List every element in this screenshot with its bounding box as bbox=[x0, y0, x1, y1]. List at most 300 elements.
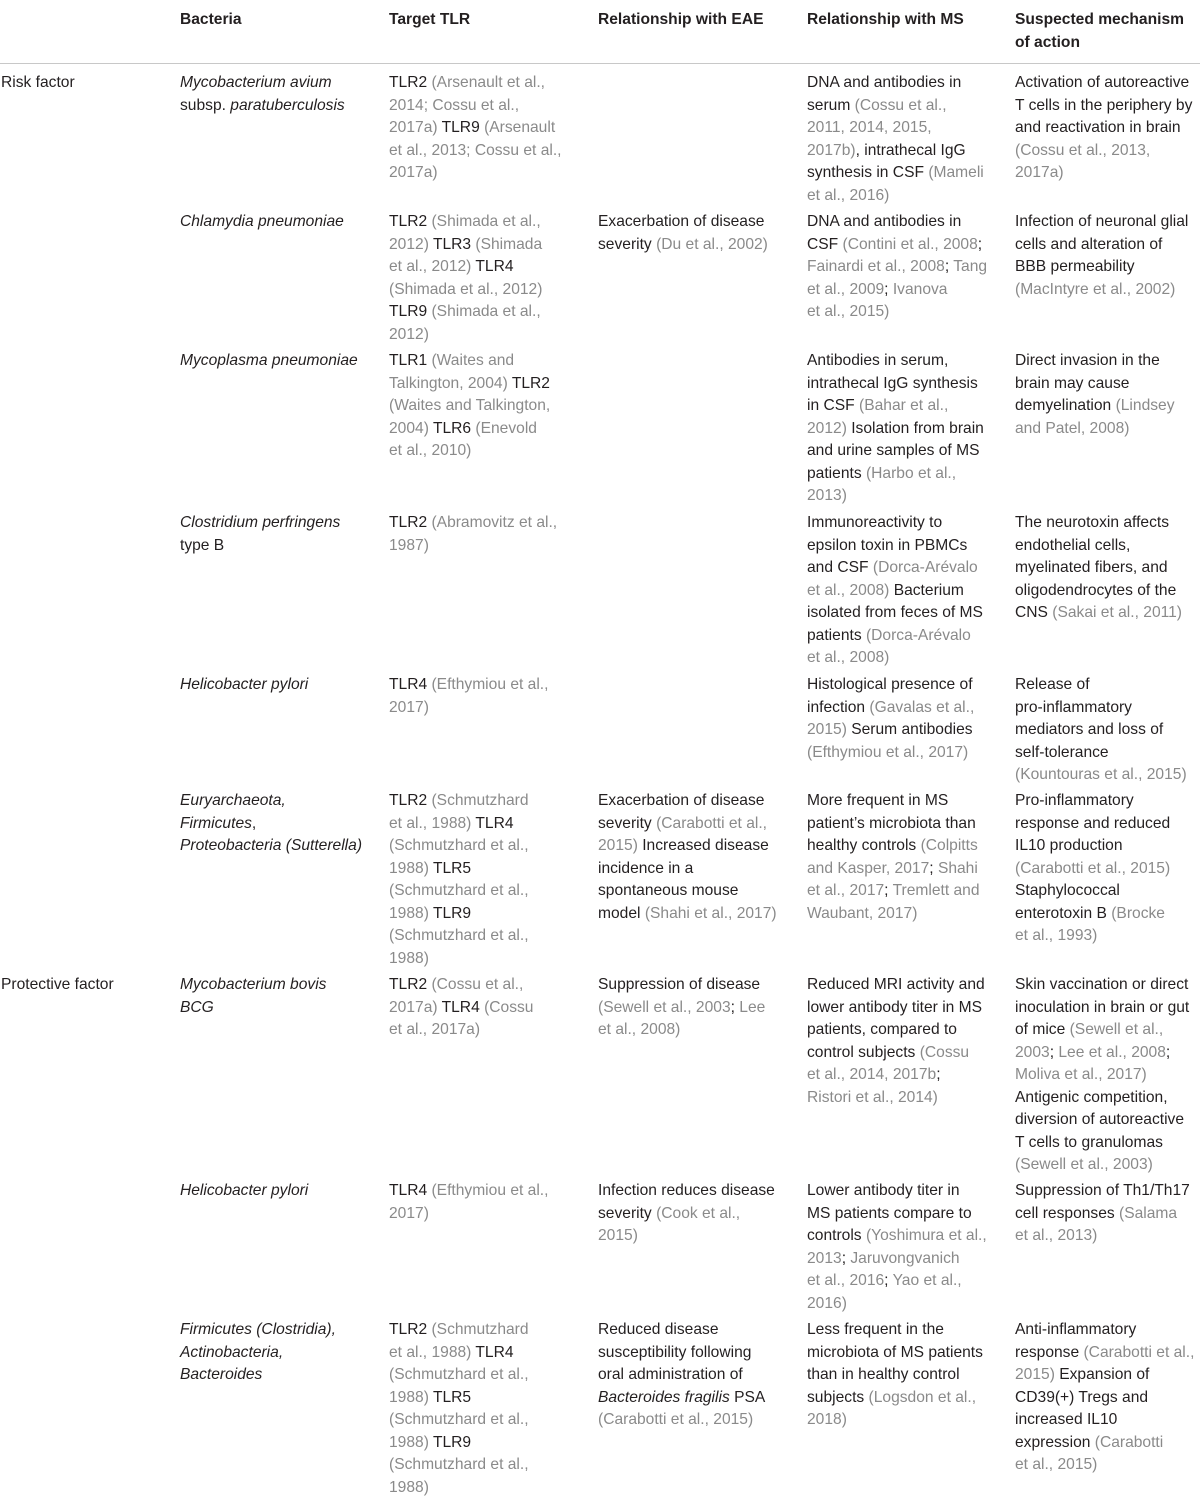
citation-text: 2017) bbox=[389, 699, 429, 716]
ms-cell-line bbox=[807, 1019, 957, 1042]
target-tlr-cell-line bbox=[389, 324, 429, 347]
cell-text: T cells to granulomas bbox=[1015, 1134, 1163, 1151]
bacteria-cell-line bbox=[180, 512, 340, 535]
mechanism-cell-line bbox=[1015, 557, 1168, 580]
citation-text: et al., 2017a) bbox=[389, 1021, 480, 1038]
citation-text: (Efthymiou et al., bbox=[431, 1182, 548, 1199]
target-tlr-cell-line bbox=[389, 1387, 471, 1410]
citation-text: (Bahar et al., bbox=[859, 397, 948, 414]
citation-text: and Kasper, 2017 bbox=[807, 860, 929, 877]
cell-text: expression bbox=[1015, 1434, 1095, 1451]
citation-text: 1988) bbox=[389, 860, 429, 877]
eae-cell-line bbox=[598, 858, 693, 881]
target-tlr-cell-line bbox=[389, 835, 529, 858]
cell-text: mediators and loss of bbox=[1015, 721, 1163, 738]
target-tlr-cell-line bbox=[389, 974, 523, 997]
mechanism-cell-line bbox=[1015, 1225, 1097, 1248]
cell-text: The neurotoxin affects bbox=[1015, 514, 1169, 531]
cell-text: Pro-inflammatory bbox=[1015, 792, 1134, 809]
target-tlr-cell-line bbox=[389, 512, 557, 535]
cell-text: TLR2 bbox=[389, 213, 431, 230]
target-tlr-cell-line bbox=[389, 140, 562, 163]
cell-text: Helicobacter pylori bbox=[180, 1182, 308, 1199]
ms-cell-line bbox=[807, 903, 917, 926]
cell-text: Immunoreactivity to bbox=[807, 514, 942, 531]
ms-cell-line bbox=[807, 535, 967, 558]
citation-text: 2013 bbox=[807, 1250, 842, 1267]
cell-text: oral administration of bbox=[598, 1366, 743, 1383]
citation-text: (Arsenault et al., bbox=[431, 74, 545, 91]
citation-text: Lee bbox=[739, 999, 765, 1016]
citation-text: (Shahi et al., 2017) bbox=[645, 905, 777, 922]
cell-text: Actinobacteria, bbox=[180, 1344, 283, 1361]
cell-text: Proteobacteria (Sutterella) bbox=[180, 837, 362, 854]
mechanism-cell-line bbox=[1015, 95, 1192, 118]
cell-text: TLR5 bbox=[429, 1389, 471, 1406]
cell-text: BBB permeability bbox=[1015, 258, 1135, 275]
eae-cell-line bbox=[598, 835, 769, 858]
mechanism-cell-line bbox=[1015, 1109, 1184, 1132]
cell-text: CNS bbox=[1015, 604, 1052, 621]
cell-text: patients, compared to bbox=[807, 1021, 957, 1038]
eae-cell-line bbox=[598, 1225, 638, 1248]
ms-cell-line bbox=[807, 350, 948, 373]
citation-text: 2018) bbox=[807, 1411, 847, 1428]
citation-text: Tang bbox=[953, 258, 987, 275]
cell-text: ; bbox=[945, 258, 953, 275]
mechanism-cell-line bbox=[1015, 395, 1175, 418]
cell-text: TLR4 bbox=[471, 815, 513, 832]
cell-text: response and reduced bbox=[1015, 815, 1170, 832]
cell-text: TLR1 bbox=[389, 352, 431, 369]
citation-text: Ristori et al., 2014) bbox=[807, 1089, 938, 1106]
cell-text: subjects bbox=[807, 1389, 869, 1406]
cell-text: ; bbox=[731, 999, 740, 1016]
cell-text: Firmicutes bbox=[180, 815, 252, 832]
cell-text: healthy controls bbox=[807, 837, 921, 854]
cell-text: Isolation from brain bbox=[847, 420, 984, 437]
mechanism-cell-line bbox=[1015, 279, 1175, 302]
ms-cell-line bbox=[807, 140, 966, 163]
cell-text: than in healthy control bbox=[807, 1366, 960, 1383]
cell-text: isolated from feces of MS bbox=[807, 604, 983, 621]
ms-cell-line bbox=[807, 997, 982, 1020]
citation-text: (Cossu et al., 2013, bbox=[1015, 142, 1150, 159]
target-tlr-cell-line bbox=[389, 440, 471, 463]
target-tlr-cell-line bbox=[389, 948, 429, 971]
cell-text: TLR2 bbox=[508, 375, 550, 392]
cell-text: severity bbox=[598, 815, 656, 832]
citation-text: (Sewell et al., 2003) bbox=[1015, 1156, 1153, 1173]
citation-text: 2004) bbox=[389, 420, 429, 437]
citation-text: et al., 2013; Cossu et al., bbox=[389, 142, 562, 159]
cell-text: TLR2 bbox=[389, 514, 431, 531]
ms-cell-line bbox=[807, 440, 979, 463]
cell-text: type B bbox=[180, 537, 224, 554]
mechanism-cell-line bbox=[1015, 903, 1165, 926]
cell-text: intrathecal IgG synthesis bbox=[807, 375, 978, 392]
target-tlr-cell-line bbox=[389, 925, 529, 948]
ms-cell-line bbox=[807, 234, 982, 257]
cell-text: TLR5 bbox=[429, 860, 471, 877]
cell-text: TLR4 bbox=[471, 1344, 513, 1361]
cell-text: Suppression of disease bbox=[598, 976, 760, 993]
cell-text: Firmicutes (Clostridia), bbox=[180, 1321, 336, 1338]
citation-text: et al., 2009 bbox=[807, 281, 884, 298]
bacteria-cell-line bbox=[180, 72, 332, 95]
citation-text: (Dorca-Arévalo bbox=[866, 627, 971, 644]
header-target-tlr: Target TLR bbox=[389, 8, 470, 31]
citation-text: 2017b) bbox=[807, 142, 856, 159]
target-tlr-cell-line bbox=[389, 418, 537, 441]
cell-text: Helicobacter pylori bbox=[180, 676, 308, 693]
target-tlr-cell-line bbox=[389, 880, 529, 903]
eae-cell-line bbox=[598, 234, 768, 257]
citation-text: Fainardi et al., 2008 bbox=[807, 258, 945, 275]
target-tlr-cell-line bbox=[389, 1432, 471, 1455]
citation-text: 2017a) bbox=[389, 119, 438, 136]
citation-text: 1988) bbox=[389, 905, 429, 922]
citation-text: 2012) bbox=[807, 420, 847, 437]
cell-text: Mycobacterium avium bbox=[180, 74, 332, 91]
citation-text: (Sewell et al., 2003 bbox=[598, 999, 731, 1016]
ms-cell-line bbox=[807, 1293, 847, 1316]
cell-text: ; bbox=[842, 1250, 851, 1267]
citation-text: et al., 2008) bbox=[598, 1021, 680, 1038]
cell-text: Expansion of bbox=[1055, 1366, 1150, 1383]
ms-cell-line bbox=[807, 211, 961, 234]
cell-text: Bacteroides bbox=[180, 1366, 262, 1383]
mechanism-cell-line bbox=[1015, 835, 1123, 858]
ms-cell-line bbox=[807, 117, 932, 140]
citation-text: Talkington, 2004) bbox=[389, 375, 508, 392]
citation-text: (Lindsey bbox=[1116, 397, 1175, 414]
eae-cell-line bbox=[598, 880, 738, 903]
citation-text: (Cossu bbox=[484, 999, 533, 1016]
citation-text: (Carabotti et al., bbox=[1083, 1344, 1194, 1361]
cell-text: pro-inflammatory bbox=[1015, 699, 1132, 716]
citation-text: et al., 2015) bbox=[807, 303, 889, 320]
ms-cell-line bbox=[807, 742, 968, 765]
citation-text: 2017a) bbox=[389, 164, 438, 181]
cell-text: TLR3 bbox=[429, 236, 476, 253]
group-label: Risk factor bbox=[1, 72, 75, 95]
mechanism-cell-line bbox=[1015, 256, 1135, 279]
bacteria-cell-line bbox=[180, 535, 224, 558]
cell-text: serum bbox=[807, 97, 855, 114]
cell-text: Direct invasion in the bbox=[1015, 352, 1160, 369]
citation-text: Moliva et al., 2017) bbox=[1015, 1066, 1147, 1083]
citation-text: (Carabotti et al., 2015) bbox=[1015, 860, 1170, 877]
target-tlr-cell-line bbox=[389, 997, 533, 1020]
cell-text: CSF bbox=[807, 236, 843, 253]
cell-text: TLR4 bbox=[389, 1182, 431, 1199]
bacteria-cell-line bbox=[180, 974, 326, 997]
mechanism-cell-line bbox=[1015, 790, 1134, 813]
cell-text: Serum antibodies bbox=[847, 721, 973, 738]
target-tlr-cell-line bbox=[389, 373, 550, 396]
cell-text: DNA and antibodies in bbox=[807, 74, 961, 91]
eae-cell-line bbox=[598, 974, 760, 997]
citation-text: et al., 1988) bbox=[389, 815, 471, 832]
cell-text: patients bbox=[807, 627, 866, 644]
ms-cell-line bbox=[807, 1342, 983, 1365]
eae-cell-line bbox=[598, 1203, 740, 1226]
cell-text: patient’s microbiota than bbox=[807, 815, 976, 832]
mechanism-cell-line bbox=[1015, 350, 1160, 373]
cell-text: model bbox=[598, 905, 645, 922]
cell-text: , bbox=[252, 815, 256, 832]
citation-text: (Efthymiou et al., bbox=[431, 676, 548, 693]
citation-text: (Cossu bbox=[920, 1044, 969, 1061]
ms-cell-line bbox=[807, 463, 956, 486]
citation-text: et al., 2013) bbox=[1015, 1227, 1097, 1244]
citation-text: et al., 2016 bbox=[807, 1272, 884, 1289]
ms-cell-line bbox=[807, 301, 889, 324]
ms-cell-line bbox=[807, 1319, 944, 1342]
mechanism-cell-line bbox=[1015, 1203, 1177, 1226]
citation-text: et al., 1993) bbox=[1015, 927, 1097, 944]
citation-text: (Enevold bbox=[475, 420, 537, 437]
mechanism-cell-line bbox=[1015, 925, 1097, 948]
cell-text: susceptibility following bbox=[598, 1344, 751, 1361]
mechanism-cell-line bbox=[1015, 373, 1129, 396]
mechanism-cell-line bbox=[1015, 997, 1189, 1020]
citation-text: 2012) bbox=[389, 326, 429, 343]
ms-cell-line bbox=[807, 858, 978, 881]
target-tlr-cell-line bbox=[389, 1342, 514, 1365]
ms-cell-line bbox=[807, 813, 976, 836]
cell-text: severity bbox=[598, 236, 656, 253]
citation-text: (Salama bbox=[1119, 1205, 1177, 1222]
target-tlr-cell-line bbox=[389, 813, 514, 836]
ms-cell-line bbox=[807, 697, 974, 720]
bacteria-cell-line bbox=[180, 790, 286, 813]
target-tlr-cell-line bbox=[389, 1409, 529, 1432]
citation-text: (Abramovitz et al., bbox=[431, 514, 557, 531]
bacteria-cell-line bbox=[180, 1319, 336, 1342]
cell-text: self-tolerance bbox=[1015, 744, 1109, 761]
mechanism-cell-line bbox=[1015, 1409, 1117, 1432]
citation-text: 2015) bbox=[598, 1227, 638, 1244]
citation-text: Jaruvongvanich bbox=[850, 1250, 959, 1267]
ms-cell-line bbox=[807, 974, 985, 997]
mechanism-cell-line bbox=[1015, 1387, 1148, 1410]
citation-text: Ivanova bbox=[893, 281, 948, 298]
citation-text: 2016) bbox=[807, 1295, 847, 1312]
citation-text: (Schmutzhard et al., bbox=[389, 837, 529, 854]
mechanism-cell-line bbox=[1015, 1180, 1190, 1203]
citation-text: et al., 2017 bbox=[807, 882, 884, 899]
mechanism-cell-line bbox=[1015, 880, 1120, 903]
citation-text: et al., 1988) bbox=[389, 1344, 471, 1361]
cell-text: More frequent in MS bbox=[807, 792, 948, 809]
target-tlr-cell-line bbox=[389, 674, 548, 697]
citation-text: (Brocke bbox=[1111, 905, 1165, 922]
cell-text: spontaneous mouse bbox=[598, 882, 738, 899]
bacteria-cell-line bbox=[180, 1342, 283, 1365]
eae-cell-line bbox=[598, 903, 777, 926]
citation-text: (Contini et al., 2008 bbox=[843, 236, 978, 253]
mechanism-cell-line bbox=[1015, 140, 1150, 163]
bacteria-cell-line bbox=[180, 1364, 262, 1387]
citation-text: (Colpitts bbox=[921, 837, 978, 854]
bacteria-cell-line bbox=[180, 95, 345, 118]
cell-text: , intrathecal IgG bbox=[856, 142, 966, 159]
bacteria-cell-line bbox=[180, 211, 344, 234]
cell-text: microbiota of MS patients bbox=[807, 1344, 983, 1361]
ms-cell-line bbox=[807, 256, 987, 279]
cell-text: endothelial cells, bbox=[1015, 537, 1130, 554]
citation-text: (Sakai et al., 2011) bbox=[1052, 604, 1182, 621]
mechanism-cell-line bbox=[1015, 858, 1170, 881]
eae-cell-line bbox=[598, 1409, 753, 1432]
cell-text: paratuberculosis bbox=[230, 97, 344, 114]
bacteria-cell-line bbox=[180, 1180, 308, 1203]
cell-text: PSA bbox=[730, 1389, 766, 1406]
citation-text: (Shimada et al., 2012) bbox=[389, 281, 542, 298]
eae-cell-line bbox=[598, 790, 764, 813]
header-mechanism-line-1: Suspected mechanism bbox=[1015, 8, 1184, 31]
citation-text: (Cossu et al., bbox=[431, 976, 523, 993]
citation-text: (Schmutzhard et al., bbox=[389, 1366, 529, 1383]
bacteria-cell-line bbox=[180, 997, 214, 1020]
cell-text: Infection reduces disease bbox=[598, 1182, 775, 1199]
citation-text: et al., 2010) bbox=[389, 442, 471, 459]
citation-text: 1987) bbox=[389, 537, 429, 554]
cell-text: cells and alteration of bbox=[1015, 236, 1162, 253]
cell-text: Anti-inflammatory bbox=[1015, 1321, 1136, 1338]
cell-text: TLR6 bbox=[429, 420, 476, 437]
cell-text: ; bbox=[1166, 1044, 1170, 1061]
citation-text: (Harbo et al., bbox=[866, 465, 956, 482]
cell-text: TLR2 bbox=[389, 74, 431, 91]
citation-text: (Carabotti et al., 2015) bbox=[598, 1411, 753, 1428]
cell-text: infection bbox=[807, 699, 869, 716]
cell-text: Staphylococcal bbox=[1015, 882, 1120, 899]
ms-cell-line bbox=[807, 835, 978, 858]
citation-text: Waubant, 2017) bbox=[807, 905, 917, 922]
cell-text: DNA and antibodies in bbox=[807, 213, 961, 230]
cell-text: Euryarchaeota, bbox=[180, 792, 286, 809]
cell-text: Exacerbation of disease bbox=[598, 213, 764, 230]
citation-text: 2017a) bbox=[1015, 164, 1064, 181]
ms-cell-line bbox=[807, 880, 980, 903]
cell-text: TLR9 bbox=[389, 303, 431, 320]
header-bacteria: Bacteria bbox=[180, 8, 242, 31]
cell-text: Suppression of Th1/Th17 bbox=[1015, 1182, 1190, 1199]
citation-text: (Schmutzhard et al., bbox=[389, 1456, 529, 1473]
cell-text: TLR2 bbox=[389, 792, 431, 809]
citation-text: (Carabotti bbox=[1095, 1434, 1163, 1451]
mechanism-cell-line bbox=[1015, 1019, 1163, 1042]
citation-text: 2003 bbox=[1015, 1044, 1050, 1061]
citation-text: (Cook et al., bbox=[656, 1205, 740, 1222]
cell-text: Activation of autoreactive bbox=[1015, 74, 1189, 91]
target-tlr-cell-line bbox=[389, 1203, 429, 1226]
citation-text: (Schmutzhard et al., bbox=[389, 1411, 529, 1428]
mechanism-cell-line bbox=[1015, 974, 1188, 997]
citation-text: (Sewell et al., bbox=[1070, 1021, 1164, 1038]
cell-text: myelinated fibers, and bbox=[1015, 559, 1168, 576]
header-relationship-ms: Relationship with MS bbox=[807, 8, 964, 31]
citation-text: (Mameli bbox=[928, 164, 983, 181]
mechanism-cell-line bbox=[1015, 1132, 1163, 1155]
mechanism-cell-line bbox=[1015, 1454, 1097, 1477]
eae-cell-line bbox=[598, 1342, 751, 1365]
citation-text: et al., 2014, 2017b bbox=[807, 1066, 936, 1083]
cell-text: ; bbox=[884, 281, 893, 298]
citation-text: 1988) bbox=[389, 1434, 429, 1451]
mechanism-cell-line bbox=[1015, 1364, 1149, 1387]
cell-text: brain may cause bbox=[1015, 375, 1129, 392]
cell-text: ; bbox=[884, 1272, 892, 1289]
cell-text: ; bbox=[936, 1066, 940, 1083]
cell-text: incidence in a bbox=[598, 860, 693, 877]
mechanism-cell-line bbox=[1015, 512, 1169, 535]
cell-text: ; bbox=[884, 882, 892, 899]
target-tlr-cell-line bbox=[389, 1319, 529, 1342]
target-tlr-cell-line bbox=[389, 279, 542, 302]
citation-text: et al., 2008) bbox=[807, 582, 889, 599]
ms-cell-line bbox=[807, 95, 947, 118]
target-tlr-cell-line bbox=[389, 211, 541, 234]
cell-text: Mycoplasma pneumoniae bbox=[180, 352, 358, 369]
cell-text: subsp. bbox=[180, 97, 230, 114]
citation-text: (Arsenault bbox=[484, 119, 555, 136]
mechanism-cell-line bbox=[1015, 234, 1162, 257]
mechanism-cell-line bbox=[1015, 1087, 1168, 1110]
cell-text: enterotoxin B bbox=[1015, 905, 1111, 922]
mechanism-cell-line bbox=[1015, 162, 1064, 185]
cell-text: Chlamydia pneumoniae bbox=[180, 213, 344, 230]
cell-text: TLR4 bbox=[471, 258, 513, 275]
ms-cell-line bbox=[807, 1203, 972, 1226]
citation-text: (Yoshimura et al., bbox=[866, 1227, 987, 1244]
citation-text: 2017) bbox=[389, 1205, 429, 1222]
citation-text: Tremlett and bbox=[893, 882, 980, 899]
ms-cell-line bbox=[807, 1225, 987, 1248]
cell-text: Reduced MRI activity and bbox=[807, 976, 985, 993]
cell-text: diversion of autoreactive bbox=[1015, 1111, 1184, 1128]
ms-cell-line bbox=[807, 373, 978, 396]
target-tlr-cell-line bbox=[389, 1477, 429, 1499]
citation-text: (Waites and Talkington, bbox=[389, 397, 550, 414]
cell-text: of mice bbox=[1015, 1021, 1070, 1038]
target-tlr-cell-line bbox=[389, 234, 542, 257]
ms-cell-line bbox=[807, 1180, 960, 1203]
cell-text: Bacteroides fragilis bbox=[598, 1389, 730, 1406]
citation-text: (Logsdon et al., bbox=[869, 1389, 977, 1406]
mechanism-cell-line bbox=[1015, 1154, 1153, 1177]
ms-cell-line bbox=[807, 674, 973, 697]
citation-text: 2017a) bbox=[389, 999, 438, 1016]
cell-text: Lower antibody titer in bbox=[807, 1182, 960, 1199]
target-tlr-cell-line bbox=[389, 1019, 480, 1042]
citation-text: and Patel, 2008) bbox=[1015, 420, 1129, 437]
mechanism-cell-line bbox=[1015, 72, 1189, 95]
header-rule bbox=[0, 63, 1200, 64]
cell-text: controls bbox=[807, 1227, 866, 1244]
ms-cell-line bbox=[807, 1042, 969, 1065]
cell-text: TLR2 bbox=[389, 1321, 431, 1338]
ms-cell-line bbox=[807, 279, 947, 302]
citation-text: (Shimada et al., bbox=[431, 213, 540, 230]
cell-text: ; bbox=[978, 236, 982, 253]
target-tlr-cell-line bbox=[389, 790, 529, 813]
target-tlr-cell-line bbox=[389, 350, 514, 373]
cell-text: TLR4 bbox=[438, 999, 485, 1016]
